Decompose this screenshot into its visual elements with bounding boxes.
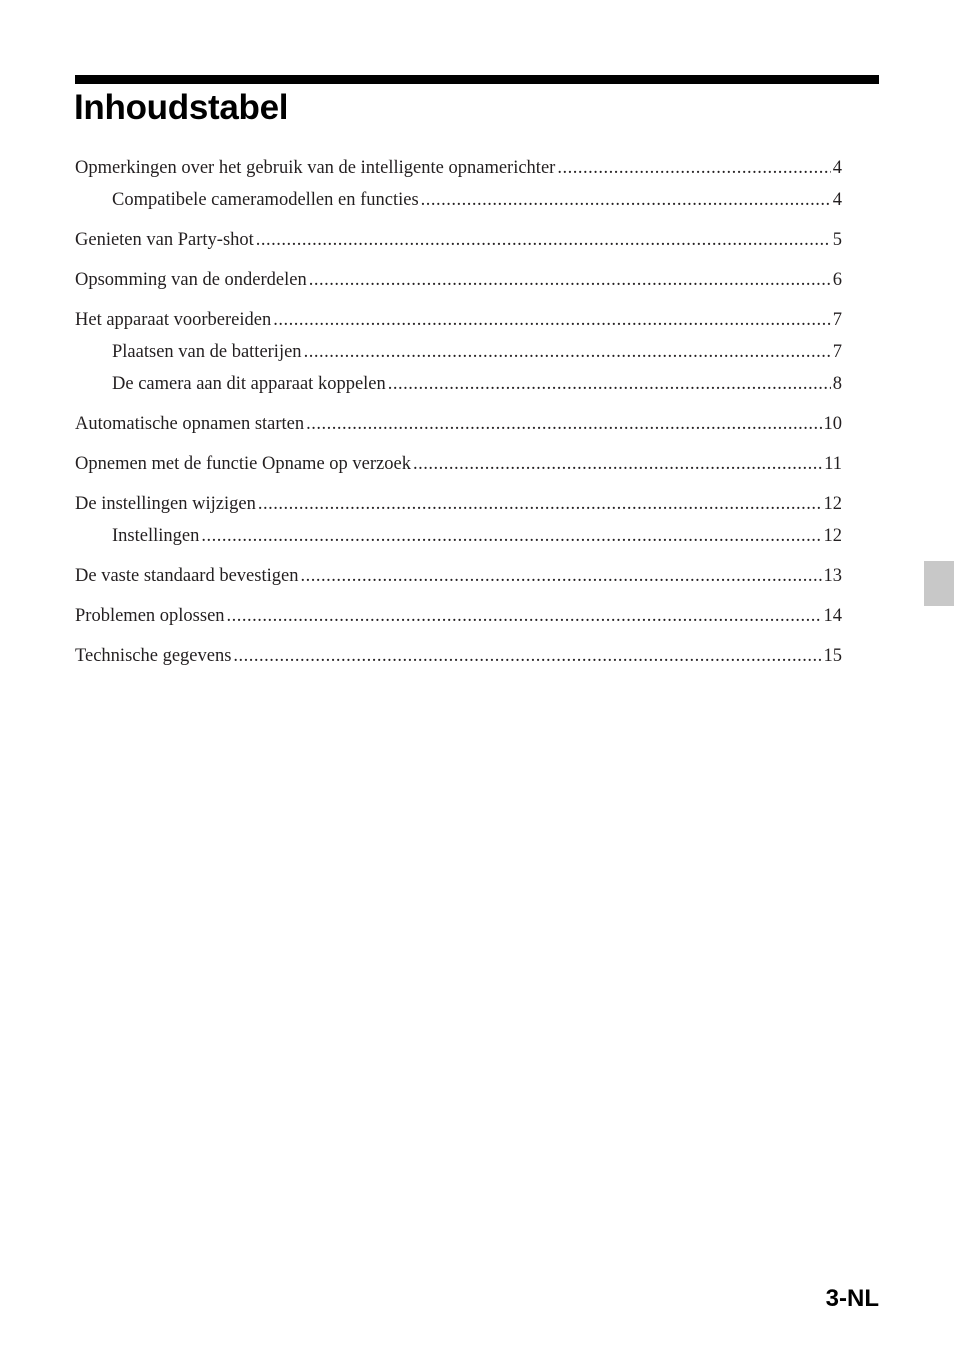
dot-leader	[300, 560, 821, 592]
toc-entry-page: 12	[823, 526, 842, 546]
toc-entry-label: Automatische opnamen starten	[75, 414, 305, 434]
dot-leader	[413, 448, 822, 480]
toc-entry[interactable]	[75, 640, 842, 672]
toc-entry-page: 7	[832, 342, 842, 362]
toc-entry-label: Technische gegevens	[75, 646, 232, 666]
toc-entry-label: Instellingen	[112, 526, 200, 546]
toc-entry-page: 4	[832, 158, 842, 178]
toc-entry[interactable]	[75, 448, 842, 480]
toc-subentry[interactable]	[75, 520, 842, 552]
toc-entry-label: Opnemen met de functie Opname op verzoek	[75, 454, 411, 474]
toc-entry-label: Problemen oplossen	[75, 606, 225, 626]
toc-entry-page: 12	[823, 494, 842, 514]
dot-leader	[388, 368, 831, 400]
toc-subentry[interactable]	[75, 336, 842, 368]
dot-leader	[309, 264, 831, 296]
toc-entry-page: 8	[832, 374, 842, 394]
toc-entry-label: De instellingen wijzigen	[75, 494, 256, 514]
toc-entry-page: 14	[823, 606, 842, 626]
dot-leader	[227, 600, 822, 632]
title-rule	[75, 75, 879, 84]
dot-leader	[421, 184, 831, 216]
toc-entry[interactable]	[75, 304, 842, 336]
toc-entry-page: 15	[823, 646, 842, 666]
dot-leader	[273, 304, 831, 336]
dot-leader	[557, 152, 830, 184]
dot-leader	[256, 224, 831, 256]
toc-entry[interactable]	[75, 560, 842, 592]
toc-entry-label: Genieten van Party-shot	[75, 230, 254, 250]
toc-entry[interactable]	[75, 264, 842, 296]
toc-entry[interactable]	[75, 152, 842, 184]
page-title: Inhoudstabel	[74, 88, 289, 127]
toc-entry-page: 5	[832, 230, 842, 250]
toc-subentry[interactable]	[75, 368, 842, 400]
toc-entry-page: 13	[823, 566, 842, 586]
toc-entry[interactable]	[75, 488, 842, 520]
language-tab-marker	[924, 561, 954, 606]
dot-leader	[233, 640, 821, 672]
toc-entry[interactable]	[75, 224, 842, 256]
dot-leader	[201, 520, 821, 552]
toc-entry-page: 11	[824, 454, 842, 474]
toc-entry-page: 10	[823, 414, 842, 434]
toc-subentry[interactable]	[75, 184, 842, 216]
dot-leader	[304, 336, 831, 368]
toc-entry-label: De vaste standaard bevestigen	[75, 566, 299, 586]
page-number: 3-NL	[825, 1285, 879, 1312]
toc-entry-label: Opmerkingen over het gebruik van de intelligente opnamerichter	[75, 158, 556, 178]
toc-entry-page: 7	[832, 310, 842, 330]
toc-entry-label: Compatibele cameramodellen en functies	[112, 190, 419, 210]
toc-entry-label: De camera aan dit apparaat koppelen	[112, 374, 386, 394]
dot-leader	[306, 408, 821, 440]
toc-entry-page: 4	[832, 190, 842, 210]
table-of-contents	[75, 152, 842, 672]
toc-entry[interactable]	[75, 600, 842, 632]
toc-entry-label: Plaatsen van de batterijen	[112, 342, 302, 362]
toc-entry-label: Opsomming van de onderdelen	[75, 270, 307, 290]
dot-leader	[258, 488, 822, 520]
toc-entry-label: Het apparaat voorbereiden	[75, 310, 272, 330]
toc-entry-page: 6	[832, 270, 842, 290]
toc-entry[interactable]	[75, 408, 842, 440]
